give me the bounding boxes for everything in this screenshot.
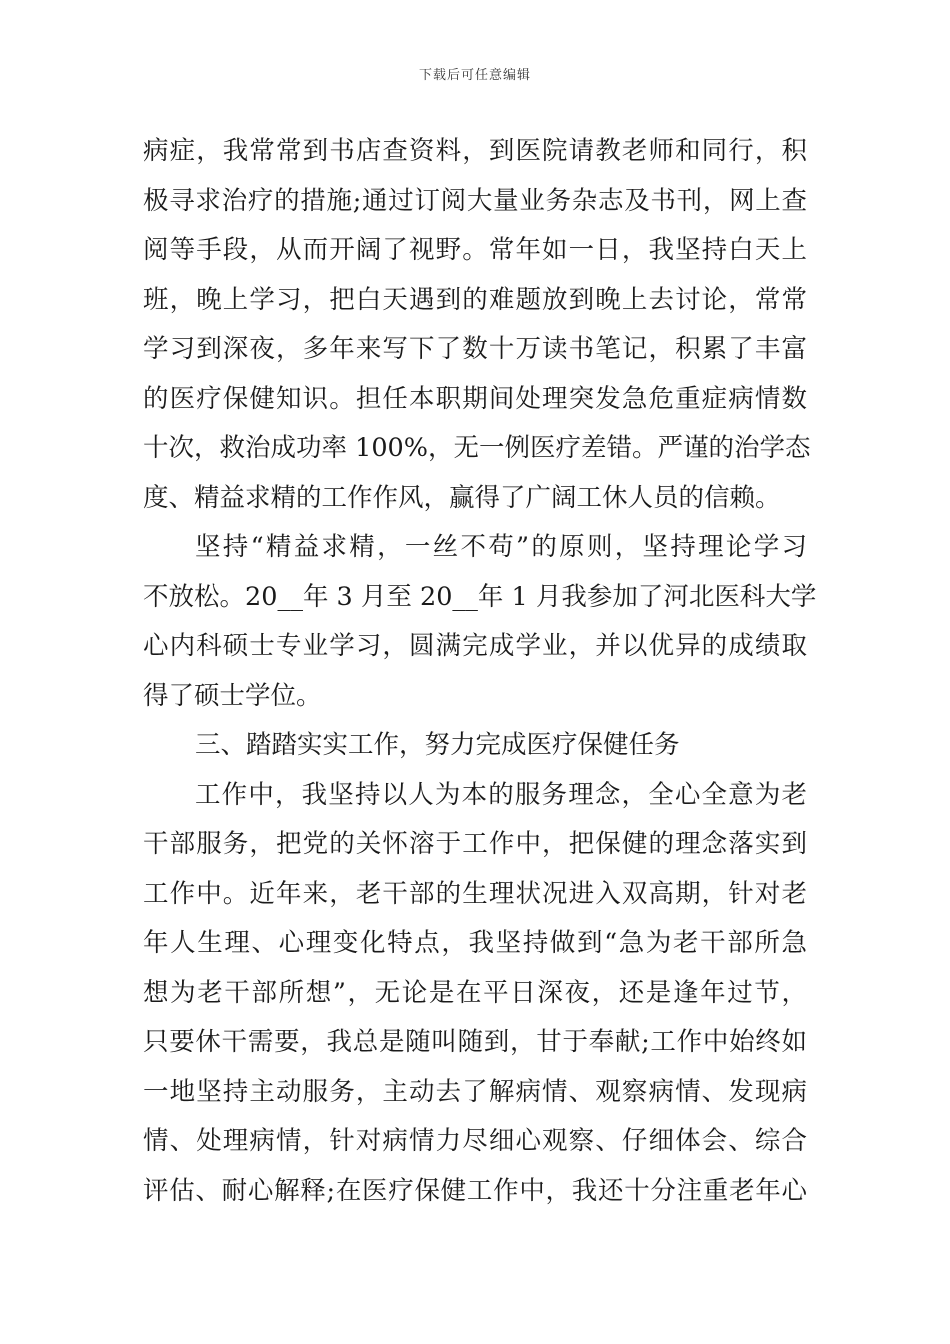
text-line: 得了硕士学位。 <box>143 680 322 711</box>
text-line: 学习到深夜，多年来写下了数十万读书笔记，积累了丰富 <box>143 334 807 364</box>
text-line: 工作中，我坚持以人为本的服务理念，全心全意为老 <box>195 779 807 810</box>
text-line: 度、精益求精的工作作风，赢得了广阔工休人员的信赖。 <box>143 482 781 513</box>
text-line: 坚持“精益求精，一丝不苟”的原则，坚持理论学习 <box>195 532 807 562</box>
text-line: 情、处理病情，针对病情力尽细心观察、仔细体会、综合 <box>143 1126 807 1156</box>
text-line: 年人生理、心理变化特点，我坚持做到“急为老干部所急 <box>143 928 807 958</box>
text-line: 班，晚上学习，把白天遇到的难题放到晚上去讨论，常常 <box>143 284 807 315</box>
text-line: 极寻求治疗的措施;通过订阅大量业务杂志及书刊，网上查 <box>143 185 807 216</box>
text-line: 的医疗保健知识。担任本职期间处理突发急危重症病情数 <box>143 383 807 414</box>
text-line: 阅等手段，从而开阔了视野。常年如一日，我坚持白天上 <box>143 235 807 265</box>
text-line: 三、踏踏实实工作，努力完成医疗保健任务 <box>195 730 680 760</box>
text-line: 只要休干需要，我总是随叫随到，甘于奉献;工作中始终如 <box>143 1027 807 1057</box>
document-body <box>143 127 817 1216</box>
text-line: 心内科硕士专业学习，圆满完成学业，并以优异的成绩取 <box>143 631 807 661</box>
text-line: 评估、耐心解释;在医疗保健工作中，我还十分注重老年心 <box>143 1175 807 1206</box>
text-line: 一地坚持主动服务，主动去了解病情、观察病情、发现病 <box>143 1076 807 1107</box>
text-line: 干部服务，把党的关怀溶于工作中，把保健的理念落实到 <box>143 829 807 859</box>
text-line: 病症，我常常到书店查资料，到医院请教老师和同行，积 <box>143 136 807 166</box>
text-line: 不放松。20__年 3 月至 20__年 1 月我参加了河北医科大学 <box>143 581 817 612</box>
text-line: 十次，救治成功率 100%，无一例医疗差错。严谨的治学态 <box>143 433 811 463</box>
text-line: 想为老干部所想”，无论是在平日深夜，还是逢年过节， <box>143 977 807 1008</box>
page-header: 下载后可任意编辑 <box>418 68 531 83</box>
text-line: 工作中。近年来，老干部的生理状况进入双高期，针对老 <box>143 878 807 909</box>
